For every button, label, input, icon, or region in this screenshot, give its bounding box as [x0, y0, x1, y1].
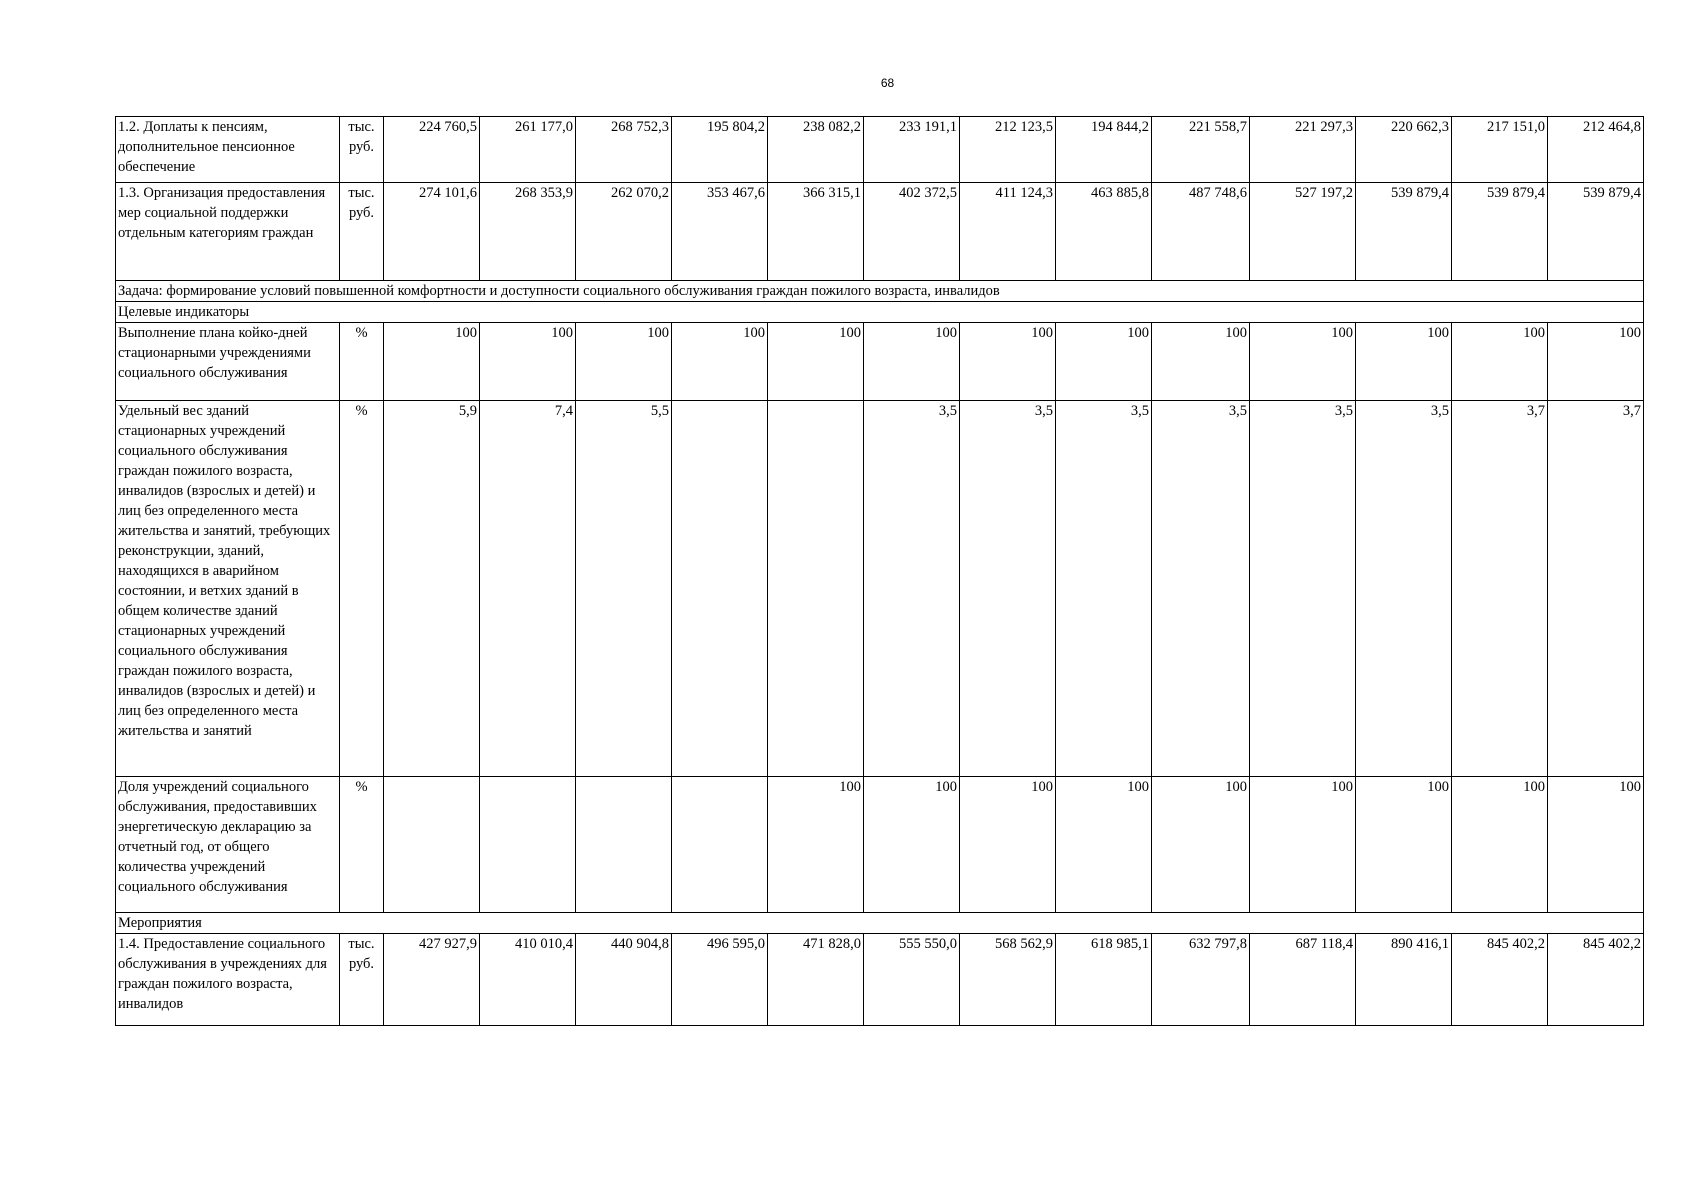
section-row — [116, 302, 1644, 323]
section-title: Целевые индикаторы — [116, 302, 1644, 323]
table-row — [116, 183, 1644, 281]
value-cell: 427 927,9 — [384, 934, 480, 1026]
value-cell — [384, 777, 480, 913]
row-name: 1.2. Доплаты к пенсиям, дополнительное пенсионное обеспечение — [116, 117, 340, 183]
value-cell: 3,5 — [1250, 401, 1356, 777]
value-cell: 539 879,4 — [1356, 183, 1452, 281]
value-cell: 100 — [1356, 323, 1452, 401]
value-cell: 539 879,4 — [1452, 183, 1548, 281]
table-row — [116, 934, 1644, 1026]
value-cell: 221 297,3 — [1250, 117, 1356, 183]
row-unit: % — [340, 401, 384, 777]
row-name: Доля учреждений социального обслуживания, предоставивших энергетическую декларацию за отчетный год, от общего количества учреждений социального обслуживания — [116, 777, 340, 913]
value-cell: 100 — [384, 323, 480, 401]
value-cell: 3,5 — [1152, 401, 1250, 777]
value-cell: 3,7 — [1452, 401, 1548, 777]
value-cell: 274 101,6 — [384, 183, 480, 281]
value-cell: 212 123,5 — [960, 117, 1056, 183]
value-cell: 555 550,0 — [864, 934, 960, 1026]
value-cell: 100 — [1250, 323, 1356, 401]
value-cell: 353 467,6 — [672, 183, 768, 281]
value-cell: 3,5 — [864, 401, 960, 777]
value-cell: 100 — [768, 323, 864, 401]
row-unit: тыс. руб. — [340, 934, 384, 1026]
value-cell: 100 — [480, 323, 576, 401]
value-cell: 687 118,4 — [1250, 934, 1356, 1026]
value-cell: 3,7 — [1548, 401, 1644, 777]
value-cell: 618 985,1 — [1056, 934, 1152, 1026]
value-cell: 568 562,9 — [960, 934, 1056, 1026]
row-unit: тыс. руб. — [340, 183, 384, 281]
data-table — [115, 116, 1644, 1026]
value-cell: 5,9 — [384, 401, 480, 777]
value-cell: 100 — [864, 323, 960, 401]
value-cell: 212 464,8 — [1548, 117, 1644, 183]
value-cell: 410 010,4 — [480, 934, 576, 1026]
value-cell: 100 — [1356, 777, 1452, 913]
value-cell: 890 416,1 — [1356, 934, 1452, 1026]
row-name: 1.4. Предоставление социального обслуживания в учреждениях для граждан пожилого возраста, инвалидов — [116, 934, 340, 1026]
value-cell: 402 372,5 — [864, 183, 960, 281]
value-cell: 100 — [1452, 777, 1548, 913]
value-cell: 3,5 — [960, 401, 1056, 777]
row-name: 1.3. Организация предоставления мер социальной поддержки отдельным категориям граждан — [116, 183, 340, 281]
value-cell — [672, 401, 768, 777]
table-row — [116, 401, 1644, 777]
section-title: Задача: формирование условий повышенной комфортности и доступности социального обслуживания граждан пожилого возраста, инвалидов — [116, 281, 1644, 302]
value-cell: 224 760,5 — [384, 117, 480, 183]
value-cell — [480, 777, 576, 913]
value-cell: 217 151,0 — [1452, 117, 1548, 183]
value-cell: 100 — [1152, 777, 1250, 913]
value-cell: 632 797,8 — [1152, 934, 1250, 1026]
value-cell: 496 595,0 — [672, 934, 768, 1026]
value-cell: 3,5 — [1056, 401, 1152, 777]
value-cell: 220 662,3 — [1356, 117, 1452, 183]
value-cell: 100 — [960, 777, 1056, 913]
row-name: Выполнение плана койко-дней стационарными учреждениями социального обслуживания — [116, 323, 340, 401]
value-cell: 471 828,0 — [768, 934, 864, 1026]
value-cell: 238 082,2 — [768, 117, 864, 183]
row-name: Удельный вес зданий стационарных учреждений социального обслуживания граждан пожилого возраста, инвалидов (взрослых и детей) и лиц без определенного места жительства и занятий, требующих реконструкции, зданий, находящихся в аварийном состоянии, и ветхих зданий в общем количестве зданий стационарных учреждений социального обслуживания граждан пожилого возраста, инвалидов (взрослых и детей) и лиц без определенного места жительства и занятий — [116, 401, 340, 777]
value-cell: 100 — [768, 777, 864, 913]
table-row — [116, 777, 1644, 913]
row-unit: % — [340, 777, 384, 913]
value-cell: 100 — [672, 323, 768, 401]
value-cell: 539 879,4 — [1548, 183, 1644, 281]
value-cell: 5,5 — [576, 401, 672, 777]
value-cell: 3,5 — [1356, 401, 1452, 777]
value-cell: 100 — [1250, 777, 1356, 913]
value-cell: 262 070,2 — [576, 183, 672, 281]
value-cell: 440 904,8 — [576, 934, 672, 1026]
value-cell: 268 752,3 — [576, 117, 672, 183]
value-cell: 100 — [576, 323, 672, 401]
value-cell: 100 — [864, 777, 960, 913]
value-cell: 463 885,8 — [1056, 183, 1152, 281]
value-cell: 100 — [1056, 323, 1152, 401]
value-cell: 527 197,2 — [1250, 183, 1356, 281]
table-row — [116, 117, 1644, 183]
row-unit: тыс. руб. — [340, 117, 384, 183]
value-cell: 845 402,2 — [1452, 934, 1548, 1026]
value-cell: 100 — [1452, 323, 1548, 401]
value-cell — [576, 777, 672, 913]
value-cell: 100 — [1152, 323, 1250, 401]
value-cell — [672, 777, 768, 913]
table-row — [116, 323, 1644, 401]
value-cell: 487 748,6 — [1152, 183, 1250, 281]
row-unit: % — [340, 323, 384, 401]
value-cell: 233 191,1 — [864, 117, 960, 183]
value-cell: 100 — [960, 323, 1056, 401]
value-cell: 7,4 — [480, 401, 576, 777]
page-number: 68 — [880, 76, 895, 90]
value-cell: 366 315,1 — [768, 183, 864, 281]
value-cell: 268 353,9 — [480, 183, 576, 281]
value-cell — [768, 401, 864, 777]
value-cell: 195 804,2 — [672, 117, 768, 183]
value-cell: 221 558,7 — [1152, 117, 1250, 183]
value-cell: 845 402,2 — [1548, 934, 1644, 1026]
value-cell: 100 — [1548, 777, 1644, 913]
value-cell: 100 — [1056, 777, 1152, 913]
section-row — [116, 281, 1644, 302]
value-cell: 194 844,2 — [1056, 117, 1152, 183]
section-row — [116, 913, 1644, 934]
value-cell: 100 — [1548, 323, 1644, 401]
section-title: Мероприятия — [116, 913, 1644, 934]
value-cell: 261 177,0 — [480, 117, 576, 183]
value-cell: 411 124,3 — [960, 183, 1056, 281]
